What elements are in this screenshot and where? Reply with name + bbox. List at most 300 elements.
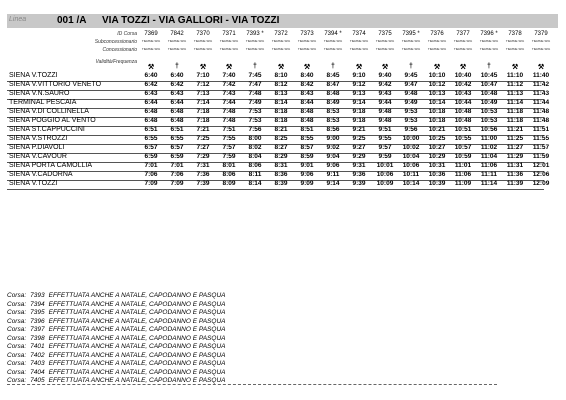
stop-name: SIENA V.CAVOUR [9,153,67,160]
departure-time: 9:00 [326,135,340,142]
departure-time: 8:09 [222,180,236,187]
trip-id: 7377 [456,31,470,37]
departure-time: 9:27 [352,144,366,151]
departure-time: 12:06 [532,171,550,178]
departure-time: 10:11 [402,171,420,178]
departure-time: 8:14 [248,180,262,187]
departure-time: 6:48 [144,117,158,124]
note-prefix: Corsa: [7,351,27,359]
trip-id: 7370 [196,31,210,37]
departure-time: 7:31 [196,162,210,169]
note-line [7,318,229,325]
stop-name: SIENA P.DIAVOLI [9,144,65,151]
departure-time: 8:01 [222,162,236,169]
departure-time: 9:21 [352,126,366,133]
note-prefix: Corsa: [7,334,27,342]
trip-id: 7842 [170,31,184,37]
departure-time: 7:21 [196,126,210,133]
departure-time: 6:43 [170,90,184,97]
departure-time: 6:43 [144,90,158,97]
departure-time: 9:45 [404,72,418,79]
departure-time: 9:18 [352,108,366,115]
departure-time: 9:59 [378,153,392,160]
note-line [7,335,229,342]
subconcessionario-value: TIEMME SPA [401,39,421,43]
departure-time: 9:12 [352,81,366,88]
departure-time: 7:39 [196,180,210,187]
note-text: EFFETTUATA ANCHE A NATALE, CAPODANNO E PASQUA [48,351,226,359]
weekday-icon: ⚒ [303,64,311,71]
trip-id: 7374 [352,31,366,37]
departure-time: 11:48 [532,117,550,124]
concessionario-value: TIEMME SPA [245,47,265,51]
stop-name: SIENA V.CADORNA [9,171,73,178]
departure-time: 7:29 [196,153,210,160]
validita-label: Validità/Frequenza [95,59,137,65]
departure-time: 10:45 [480,72,498,79]
departure-time: 10:42 [454,81,472,88]
departure-time: 7:40 [222,72,236,79]
departure-time: 6:55 [170,135,184,142]
departure-time: 8:31 [274,162,288,169]
departure-time: 9:42 [378,81,392,88]
departure-time: 7:09 [144,180,158,187]
departure-time: 8:48 [300,117,314,124]
departure-time: 7:48 [222,117,236,124]
stop-name: TERMINAL PESCAIA [9,99,77,106]
departure-time: 9:43 [378,90,392,97]
departure-time: 10:44 [454,99,472,106]
note-text: EFFETTUATA ANCHE A NATALE, CAPODANNO E PASQUA [48,377,226,384]
holiday-icon: † [175,63,179,70]
departure-time: 10:25 [428,135,446,142]
note-text: EFFETTUATA ANCHE A NATALE, CAPODANNO E PASQUA [48,334,226,342]
trip-id: 7396 * [480,31,498,37]
departure-time: 9:48 [378,117,392,124]
subconcessionario-value: TIEMME SPA [219,39,239,43]
departure-time: 6:42 [170,81,184,88]
departure-time: 10:48 [480,90,498,97]
departure-time: 8:48 [300,108,314,115]
departure-time: 11:06 [454,171,472,178]
stop-name: SIENA V.STROZZI [9,135,68,142]
departure-time: 6:57 [144,144,158,151]
departure-time: 11:02 [480,144,498,151]
departure-time: 7:27 [196,144,210,151]
departure-time: 8:11 [248,171,262,178]
holiday-icon: † [409,63,413,70]
departure-time: 11:13 [506,90,524,97]
weekday-icon: ⚒ [355,64,363,71]
departure-time: 9:51 [378,126,392,133]
weekday-icon: ⚒ [147,64,155,71]
note-text: EFFETTUATA ANCHE A NATALE, CAPODANNO E PASQUA [48,326,226,333]
note-text: EFFETTUATA ANCHE A NATALE, CAPODANNO E PASQUA [48,300,226,308]
stop-name: SIENA PORTA CAMOLLIA [9,162,92,169]
departure-time: 10:06 [402,162,420,169]
note-line [7,309,229,316]
subconcessionario-value: TIEMME SPA [271,39,291,43]
departure-time: 7:59 [222,153,236,160]
subconcessionario-value: TIEMME SPA [245,39,265,43]
departure-time: 11:55 [532,135,550,142]
holiday-icon: † [487,63,491,70]
concessionario-value: TIEMME SPA [271,47,291,51]
note-line [7,352,229,359]
concessionario-value: TIEMME SPA [505,47,525,51]
departure-time: 11:21 [506,126,524,133]
subconcessionario-value: TIEMME SPA [141,39,161,43]
departure-time: 9:01 [300,162,314,169]
departure-time: 10:39 [428,180,446,187]
departure-time: 8:04 [248,153,262,160]
departure-time: 8:51 [300,126,314,133]
departure-time: 7:44 [222,99,236,106]
departure-time: 10:36 [428,171,446,178]
corsa-label: ID Corsa [117,31,137,37]
departure-time: 9:53 [404,108,418,115]
trip-id: 7379 [534,31,548,37]
departure-time: 11:09 [454,180,472,187]
departure-time: 8:49 [326,99,340,106]
note-prefix: Corsa: [7,317,27,325]
departure-time: 7:01 [170,162,184,169]
concessionario-value: TIEMME SPA [349,47,369,51]
concessionario-value: TIEMME SPA [453,47,473,51]
departure-time: 8:10 [274,72,288,79]
note-corsa: 7393 [30,292,45,299]
departure-time: 9:10 [352,72,366,79]
departure-time: 10:02 [402,144,420,151]
departure-time: 7:09 [170,180,184,187]
trip-id: 7373 [300,31,314,37]
trip-id: 7369 [144,31,158,37]
departure-time: 8:43 [300,90,314,97]
departure-time: 11:36 [506,171,524,178]
trip-id: 7375 [378,31,392,37]
weekday-icon: ⚒ [459,64,467,71]
departure-time: 9:14 [326,180,340,187]
departure-time: 9:13 [352,90,366,97]
departure-time: 7:06 [144,171,158,178]
departure-time: 10:04 [402,153,420,160]
departure-time: 11:27 [506,144,524,151]
note-prefix: Corsa: [7,309,27,316]
departure-time: 8:06 [222,171,236,178]
concessionario-value: TIEMME SPA [479,47,499,51]
departure-time: 10:12 [428,81,446,88]
concessionario-label: Concessionario [102,47,137,53]
departure-time: 9:47 [404,81,418,88]
departure-time: 6:40 [170,72,184,79]
trip-id: 7372 [274,31,288,37]
departure-time: 8:25 [274,135,288,142]
departure-time: 10:51 [454,126,472,133]
departure-time: 10:48 [454,108,472,115]
note-corsa: 7397 [30,326,45,333]
concessionario-value: TIEMME SPA [193,47,213,51]
subconcessionario-value: TIEMME SPA [453,39,473,43]
departure-time: 8:55 [300,135,314,142]
departure-time: 10:48 [454,117,472,124]
departure-time: 11:51 [532,126,550,133]
concessionario-value: TIEMME SPA [297,47,317,51]
subconcessionario-value: TIEMME SPA [349,39,369,43]
concessionario-value: TIEMME SPA [323,47,343,51]
departure-time: 9:40 [378,72,392,79]
departure-time: 7:47 [248,81,262,88]
departure-time: 6:48 [170,108,184,115]
departure-time: 10:18 [428,108,446,115]
departure-time: 8:53 [326,117,340,124]
departure-time: 7:55 [222,135,236,142]
departure-time: 8:53 [326,108,340,115]
departure-time: 11:14 [506,99,524,106]
departure-time: 10:55 [454,135,472,142]
departure-time: 8:27 [274,144,288,151]
departure-time: 10:18 [428,117,446,124]
departure-time: 8:18 [274,117,288,124]
departure-time: 6:44 [144,99,158,106]
departure-time: 11:40 [532,72,550,79]
departure-time: 9:18 [352,117,366,124]
departure-time: 7:42 [222,81,236,88]
concessionario-value: TIEMME SPA [167,47,187,51]
departure-time: 10:29 [428,153,446,160]
departure-time: 8:40 [300,72,314,79]
departure-time: 9:31 [352,162,366,169]
subconcessionario-value: TIEMME SPA [323,39,343,43]
stop-name: SIENA V.N.SAURO [9,90,70,97]
note-line [7,377,229,384]
departure-time: 7:18 [196,108,210,115]
note-text: EFFETTUATA ANCHE A NATALE, CAPODANNO E PASQUA [48,309,226,316]
departure-time: 8:00 [248,135,262,142]
departure-time: 7:53 [248,108,262,115]
note-prefix: Corsa: [7,360,27,367]
departure-time: 11:18 [506,108,524,115]
departure-time: 6:59 [170,153,184,160]
departure-time: 8:06 [248,162,262,169]
note-corsa: 7402 [30,351,45,359]
note-line [7,360,229,367]
departure-time: 6:40 [144,72,158,79]
departure-time: 6:44 [170,99,184,106]
holiday-icon: † [253,63,257,70]
departure-time: 11:31 [506,162,524,169]
line-number: 001 /A [57,15,87,26]
departure-time: 7:06 [170,171,184,178]
note-corsa: 7394 [30,300,45,308]
departure-time: 10:09 [376,180,394,187]
note-prefix: Corsa: [7,300,27,308]
departure-time: 8:57 [300,144,314,151]
departure-time: 10:47 [480,81,498,88]
weekday-icon: ⚒ [511,64,519,71]
note-corsa: 7398 [30,334,45,342]
note-text: EFFETTUATA ANCHE A NATALE, CAPODANNO E PASQUA [48,368,226,376]
departure-time: 8:56 [326,126,340,133]
departure-time: 9:57 [378,144,392,151]
departure-time: 11:44 [532,99,550,106]
departure-time: 11:59 [532,153,550,160]
departure-time: 6:51 [170,126,184,133]
departure-time: 9:39 [352,180,366,187]
departure-time: 11:01 [454,162,472,169]
departure-time: 7:10 [196,72,210,79]
note-text: EFFETTUATA ANCHE A NATALE, CAPODANNO E PASQUA [48,360,226,367]
weekday-icon: ⚒ [199,64,207,71]
departure-time: 8:14 [274,99,288,106]
subconcessionario-value: TIEMME SPA [531,39,551,43]
departure-time: 10:00 [402,135,420,142]
note-corsa: 7401 [30,343,45,350]
departure-time: 11:25 [506,135,524,142]
departure-time: 7:13 [196,90,210,97]
note-corsa: 7395 [30,309,45,316]
departure-time: 7:53 [248,117,262,124]
trip-id: 7395 * [402,31,420,37]
subconcessionario-label: Subconcessionario [94,39,137,45]
departure-time: 8:13 [274,90,288,97]
departure-time: 6:42 [144,81,158,88]
departure-time: 12:09 [532,180,550,187]
departure-time: 10:59 [454,153,472,160]
departure-time: 7:14 [196,99,210,106]
departure-time: 11:06 [480,162,498,169]
weekday-icon: ⚒ [381,64,389,71]
departure-time: 11:48 [532,108,550,115]
departure-time: 10:10 [428,72,446,79]
departure-time: 7:49 [248,99,262,106]
departure-time: 9:04 [326,153,340,160]
weekday-icon: ⚒ [225,64,233,71]
note-line [7,292,229,299]
note-corsa: 7403 [30,360,45,367]
concessionario-value: TIEMME SPA [401,47,421,51]
departure-time: 6:57 [170,144,184,151]
note-prefix: Corsa: [7,343,27,350]
stop-name: SIENA V.TOZZI [9,180,58,187]
departure-time: 11:12 [506,81,524,88]
weekday-icon: ⚒ [277,64,285,71]
departure-time: 8:21 [274,126,288,133]
departure-time: 10:13 [428,90,446,97]
note-line [7,369,229,376]
departure-time: 8:45 [326,72,340,79]
footer-divider [7,384,497,385]
subconcessionario-value: TIEMME SPA [375,39,395,43]
stop-name: SIENA ST.CAPPUCCINI [9,126,85,133]
departure-time: 10:49 [480,99,498,106]
departure-time: 9:55 [378,135,392,142]
note-text: EFFETTUATA ANCHE A NATALE, CAPODANNO E PASQUA [48,292,226,299]
timetable-header [7,14,558,28]
departure-time: 8:47 [326,81,340,88]
departure-time: 7:57 [222,144,236,151]
departure-time: 7:36 [196,171,210,178]
trip-id: 7378 [508,31,522,37]
departure-time: 10:27 [428,144,446,151]
departure-time: 9:36 [352,171,366,178]
departure-time: 6:51 [144,126,158,133]
departure-time: 11:11 [481,171,497,178]
departure-time: 8:02 [248,144,262,151]
departure-time: 7:51 [222,126,236,133]
departure-time: 7:01 [144,162,158,169]
departure-time: 11:18 [506,117,524,124]
departure-time: 9:11 [326,171,340,178]
departure-time: 7:45 [248,72,262,79]
stop-name: SIENA POGGIO AL VENTO [9,117,96,124]
note-corsa: 7405 [30,377,45,384]
departure-time: 10:57 [454,144,472,151]
departure-time: 6:48 [170,117,184,124]
note-line [7,326,229,333]
holiday-icon: † [331,63,335,70]
departure-time: 8:59 [300,153,314,160]
departure-time: 9:06 [326,162,340,169]
departure-time: 11:29 [506,153,524,160]
table-row [7,180,550,190]
note-line [7,343,229,350]
note-prefix: Corsa: [7,292,27,299]
trip-id: 7371 [222,31,236,37]
note-text: EFFETTUATA ANCHE A NATALE, CAPODANNO E PASQUA [48,343,226,350]
departure-time: 10:40 [454,72,472,79]
departure-time: 10:14 [428,99,446,106]
concessionario-value: TIEMME SPA [219,47,239,51]
departure-time: 10:31 [428,162,446,169]
linea-label: Linea [9,16,27,23]
departure-time: 9:48 [378,108,392,115]
departure-time: 9:06 [300,171,314,178]
note-corsa: 7396 [30,317,45,325]
departure-time: 6:55 [144,135,158,142]
departure-time: 9:53 [404,117,418,124]
departure-time: 11:57 [532,144,550,151]
stop-name: SIENA V.DI COLLINELLA [9,108,89,115]
departure-time: 7:43 [222,90,236,97]
concessionario-value: TIEMME SPA [375,47,395,51]
weekday-icon: ⚒ [433,64,441,71]
departure-time: 7:25 [196,135,210,142]
subconcessionario-value: TIEMME SPA [505,39,525,43]
departure-time: 10:21 [428,126,446,133]
departure-time: 11:00 [480,135,498,142]
departure-time: 9:02 [326,144,340,151]
departure-time: 9:14 [352,99,366,106]
subconcessionario-value: TIEMME SPA [479,39,499,43]
stop-name: SIENA V.TOZZI [9,72,58,79]
departure-time: 7:12 [196,81,210,88]
departure-time: 8:44 [300,99,314,106]
trip-id: 7376 [430,31,444,37]
departure-time: 11:04 [480,153,498,160]
note-line [7,301,229,308]
departure-time: 9:09 [300,180,314,187]
trip-id: 7394 * [324,31,342,37]
departure-time: 8:12 [274,81,288,88]
departure-time: 9:29 [352,153,366,160]
departure-time: 9:44 [378,99,392,106]
note-prefix: Corsa: [7,377,27,384]
departure-time: 8:39 [274,180,288,187]
note-prefix: Corsa: [7,326,27,333]
departure-time: 7:48 [248,90,262,97]
departure-time: 10:01 [376,162,394,169]
departure-time: 8:18 [274,108,288,115]
